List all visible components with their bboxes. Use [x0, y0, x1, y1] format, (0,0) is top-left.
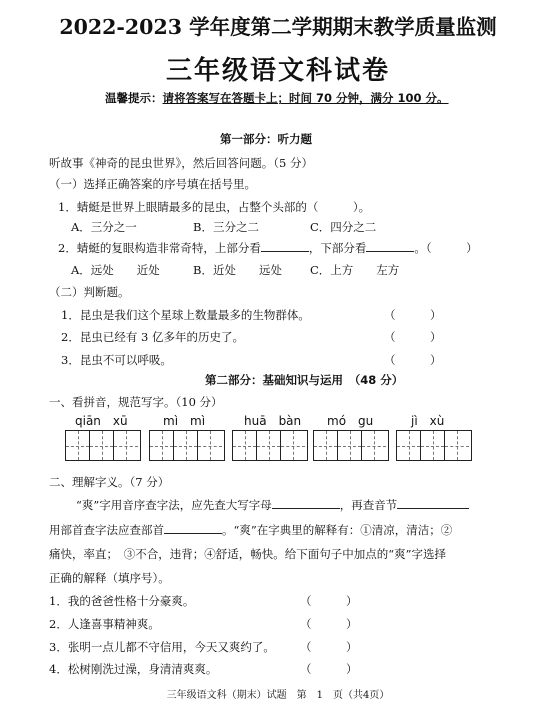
- p1-q2-stem-b: ，下部分看: [308, 241, 367, 255]
- judge-paren-2[interactable]: （ ）: [384, 330, 442, 344]
- writing-grid-4[interactable]: [313, 430, 389, 461]
- p2-q2-line2-a: 用部首查字法应查部首: [49, 523, 164, 537]
- p1-q2-option-c: C．上方 左方: [310, 263, 400, 277]
- p2-q2-blank-radical[interactable]: [164, 522, 222, 534]
- p2-q2-item-3: 3．张明一点儿都不守信用，今天又爽约了。: [49, 640, 275, 654]
- p1-q2-option-b: B．近处 远处: [193, 263, 282, 277]
- p1-q2-stem-c: 。（ ）: [414, 241, 478, 255]
- pinyin-2: mì mì: [163, 414, 206, 428]
- p2-q2-item-2: 2．人逢喜事精神爽。: [49, 617, 160, 631]
- part1-intro: 听故事《神奇的昆虫世界》，然后回答问题。（5 分）: [49, 156, 313, 170]
- p1-q2-stem: [58, 240, 478, 256]
- tip-label: 温馨提示：: [105, 91, 163, 105]
- part2-title: 第二部分：基础知识与运用 （48 分）: [205, 373, 404, 387]
- p1-q1-option-b: B．三分之二: [193, 220, 259, 234]
- writing-grid-5[interactable]: [396, 430, 472, 461]
- judge-item-1: 1．昆虫是我们这个星球上数量最多的生物群体。: [61, 308, 310, 322]
- p2-q2-line1-b: ，再查音节: [339, 498, 398, 512]
- exam-title: 2022-2023 学年度第二学期期末教学质量监测: [59, 15, 497, 39]
- writing-grid-3[interactable]: [232, 430, 308, 461]
- p2-q2-title: 二、理解字义。（7 分）: [49, 475, 170, 489]
- pinyin-1: qiān xū: [75, 414, 128, 428]
- tip-text: 请将答案写在答题卡上；时间 70 分钟，满分 100 分。: [162, 91, 449, 105]
- p1-q2-stem-a: 2．蜻蜓的复眼构造非常奇特，上部分看: [58, 241, 261, 255]
- exam-subtitle: 三年级语文科试卷: [165, 56, 390, 86]
- p2-q2-paren-4[interactable]: （ ）: [300, 662, 358, 676]
- p1-q1-stem: 1．蜻蜓是世界上眼睛最多的昆虫，占整个头部的（ ）。: [58, 200, 371, 214]
- p2-q2-blank-letter[interactable]: [272, 497, 340, 509]
- p2-q2-paren-3[interactable]: （ ）: [300, 640, 358, 654]
- writing-grid-1[interactable]: [65, 430, 141, 461]
- p2-q1-title: 一、看拼音，规范写字。（10 分）: [49, 395, 223, 409]
- p1-q2-blank-2[interactable]: [366, 240, 414, 252]
- judge-item-2: 2．昆虫已经有 3 亿多年的历史了。: [61, 330, 244, 344]
- p2-q2-line1: [76, 497, 469, 513]
- p2-q2-paren-1[interactable]: （ ）: [300, 594, 358, 608]
- judge-paren-3[interactable]: （ ）: [384, 353, 442, 367]
- warm-tip: [105, 90, 449, 106]
- p1-q1-option-c: C．四分之二: [310, 220, 377, 234]
- pinyin-3: huā bàn: [244, 414, 302, 428]
- p1-q1-option-a: A．三分之一: [71, 220, 137, 234]
- part1-title: 第一部分：听力题: [220, 132, 312, 146]
- p2-q2-line2-b: 。“爽”在字典里的解释有：①清凉，清洁；②: [222, 523, 453, 537]
- p2-q2-blank-syllable[interactable]: [397, 497, 469, 509]
- p2-q2-item-4: 4．松树刚洗过澡，身清清爽爽。: [49, 662, 218, 676]
- p1-q2-option-a: A．远处 近处: [71, 263, 160, 277]
- p2-q2-line2: [49, 522, 452, 538]
- judge-item-3: 3．昆虫不可以呼吸。: [61, 353, 172, 367]
- p2-q2-paren-2[interactable]: （ ）: [300, 617, 358, 631]
- pinyin-4: mó gu: [327, 414, 374, 428]
- p2-q2-line1-a: “爽”字用音序查字法，应先查大写字母: [76, 498, 272, 512]
- page-footer: 三年级语文科（期末）试题 第 1 页（共4页）: [166, 690, 390, 701]
- judge-paren-1[interactable]: （ ）: [384, 308, 442, 322]
- part1-sub1: （一）选择正确答案的序号填在括号里。: [49, 177, 256, 191]
- writing-grid-2[interactable]: [149, 430, 225, 461]
- part1-sub2: （二）判断题。: [49, 285, 130, 299]
- p2-q2-line4: 正确的解释（填序号）。: [49, 571, 170, 585]
- pinyin-5: jì xù: [411, 414, 445, 428]
- p2-q2-item-1: 1．我的爸爸性格十分豪爽。: [49, 594, 195, 608]
- p1-q2-blank-1[interactable]: [261, 240, 309, 252]
- p2-q2-line3: 痛快，率直； ③不合，违背；④舒适，畅快。给下面句子中加点的“爽”字选择: [49, 547, 447, 561]
